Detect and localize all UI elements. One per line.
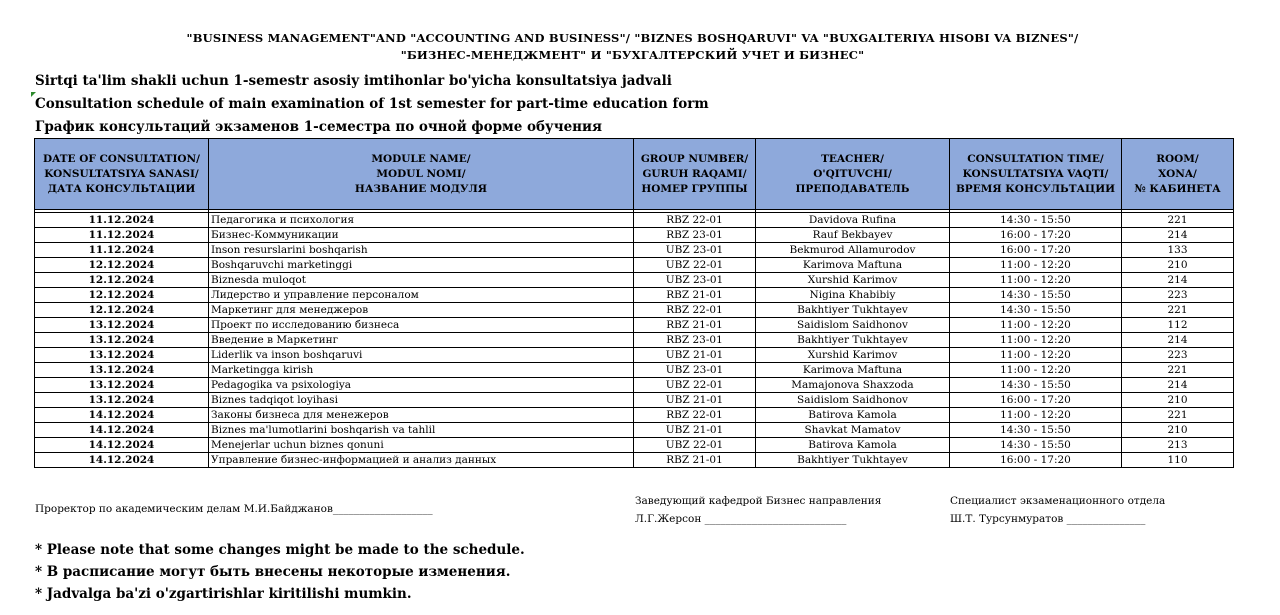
cell-teacher: Bakhtiyer Tukhtayev	[756, 303, 950, 318]
cell-module: Педагогика и психология	[209, 213, 634, 228]
cell-date: 14.12.2024	[35, 423, 209, 438]
table-row	[35, 423, 1234, 438]
cell-module: Biznes ma'lumotlarini boshqarish va tahlil	[209, 423, 634, 438]
cell-room: 214	[1122, 378, 1234, 393]
cell-time: 11:00 - 12:20	[950, 273, 1122, 288]
column-header-time-line: CONSULTATION TIME/	[967, 152, 1104, 165]
cell-group: RBZ 21-01	[634, 318, 756, 333]
cell-time: 14:30 - 15:50	[950, 213, 1122, 228]
cell-time: 11:00 - 12:20	[950, 333, 1122, 348]
cell-module: Inson resurslarini boshqarish	[209, 243, 634, 258]
cell-group: UBZ 22-01	[634, 378, 756, 393]
cell-module: Управление бизнес-информацией и анализ данных	[209, 453, 634, 468]
cell-room: 213	[1122, 438, 1234, 453]
table-row	[35, 453, 1234, 468]
cell-date: 11.12.2024	[35, 228, 209, 243]
cell-date: 14.12.2024	[35, 453, 209, 468]
exam-specialist-signature	[950, 492, 1165, 528]
column-header-time-line: ВРЕМЯ КОНСУЛЬТАЦИИ	[955, 182, 1116, 195]
cell-date: 14.12.2024	[35, 408, 209, 423]
column-header-module-line: MODULE NAME/	[371, 152, 471, 165]
document-title	[0, 30, 1265, 64]
cell-time: 16:00 - 17:20	[950, 228, 1122, 243]
column-header-group-line: GROUP NUMBER/	[640, 152, 749, 165]
cell-room: 210	[1122, 423, 1234, 438]
table-body	[35, 210, 1234, 468]
column-header-time	[950, 139, 1122, 210]
cell-date: 11.12.2024	[35, 213, 209, 228]
note-uzbek: * Jadvalga ba'zi o'zgartirishlar kiritilishi mumkin.	[35, 586, 412, 602]
cell-room: 210	[1122, 258, 1234, 273]
cell-module: Законы бизнеса для менежеров	[209, 408, 634, 423]
cell-date: 13.12.2024	[35, 363, 209, 378]
cell-time: 11:00 - 12:20	[950, 348, 1122, 363]
cell-group: RBZ 23-01	[634, 228, 756, 243]
cell-room: 221	[1122, 303, 1234, 318]
table-row	[35, 438, 1234, 453]
column-header-room-line: XONA/	[1158, 167, 1197, 180]
cell-room: 210	[1122, 393, 1234, 408]
column-header-time-line: KONSULTATSIYA VAQTI/	[962, 167, 1109, 180]
column-header-module	[209, 139, 634, 210]
department-head-name: Л.Г.Жерсон ___________________________	[635, 513, 847, 525]
cell-group: RBZ 22-01	[634, 303, 756, 318]
cell-group: RBZ 23-01	[634, 333, 756, 348]
cell-module: Biznes tadqiqot loyihasi	[209, 393, 634, 408]
column-header-date	[35, 139, 209, 210]
subtitle-uzbek: Sirtqi ta'lim shakli uchun 1-semestr asosiy imtihonlar bo'yicha konsultatsiya jadvali	[35, 73, 672, 89]
cell-group: UBZ 21-01	[634, 393, 756, 408]
column-header-teacher-line: TEACHER/	[821, 152, 884, 165]
cell-teacher: Saidislom Saidhonov	[756, 393, 950, 408]
table-header-row	[35, 139, 1234, 210]
cell-group: RBZ 21-01	[634, 288, 756, 303]
consultation-schedule-table	[34, 138, 1234, 468]
cell-group: RBZ 22-01	[634, 213, 756, 228]
table-row	[35, 318, 1234, 333]
table-row	[35, 213, 1234, 228]
cell-room: 223	[1122, 288, 1234, 303]
cell-teacher: Bekmurod Allamurodov	[756, 243, 950, 258]
column-header-room	[1122, 139, 1234, 210]
department-head-signature	[635, 492, 881, 528]
cell-group: UBZ 22-01	[634, 258, 756, 273]
cell-room: 223	[1122, 348, 1234, 363]
cell-time: 14:30 - 15:50	[950, 423, 1122, 438]
cell-teacher: Shavkat Mamatov	[756, 423, 950, 438]
cell-teacher: Nigina Khabibiy	[756, 288, 950, 303]
cell-module: Бизнес-Коммуникации	[209, 228, 634, 243]
note-english: * Please note that some changes might be made to the schedule.	[35, 542, 525, 558]
cell-teacher: Bakhtiyer Tukhtayev	[756, 453, 950, 468]
column-header-module-line: MODUL NOMI/	[376, 167, 466, 180]
cell-room: 214	[1122, 333, 1234, 348]
cell-room: 221	[1122, 363, 1234, 378]
cell-time: 14:30 - 15:50	[950, 288, 1122, 303]
department-head-title: Заведующий кафедрой Бизнес направления	[635, 495, 882, 507]
cell-teacher: Rauf Bekbayev	[756, 228, 950, 243]
cell-date: 11.12.2024	[35, 243, 209, 258]
exam-specialist-name: Ш.Т. Турсунмуратов _______________	[950, 513, 1146, 525]
cell-module: Marketingga kirish	[209, 363, 634, 378]
cell-group: UBZ 23-01	[634, 273, 756, 288]
table-row	[35, 243, 1234, 258]
cell-group: RBZ 21-01	[634, 453, 756, 468]
cell-teacher: Saidislom Saidhonov	[756, 318, 950, 333]
subtitle-english: Consultation schedule of main examination of 1st semester for part-time education form	[35, 96, 709, 112]
title-line-2: "БИЗНЕС-МЕНЕДЖМЕНТ" И "БУХГАЛТЕРСКИЙ УЧЕТ И БИЗНЕС"	[400, 48, 865, 62]
cell-time: 11:00 - 12:20	[950, 363, 1122, 378]
column-header-room-line: № КАБИНЕТА	[1134, 182, 1221, 195]
table-row	[35, 228, 1234, 243]
cell-teacher: Batirova Kamola	[756, 408, 950, 423]
cell-module: Boshqaruvchi marketinggi	[209, 258, 634, 273]
cell-date: 12.12.2024	[35, 288, 209, 303]
cell-teacher: Xurshid Karimov	[756, 273, 950, 288]
cell-module: Проект по исследованию бизнеса	[209, 318, 634, 333]
cell-time: 14:30 - 15:50	[950, 378, 1122, 393]
cell-teacher: Karimova Maftuna	[756, 258, 950, 273]
subtitle-russian: График консультаций экзаменов 1-семестра по очной форме обучения	[35, 119, 603, 135]
cell-teacher: Mamajonova Shaxzoda	[756, 378, 950, 393]
table-row	[35, 363, 1234, 378]
cell-module: Liderlik va inson boshqaruvi	[209, 348, 634, 363]
column-header-module-line: НАЗВАНИЕ МОДУЛЯ	[354, 182, 488, 195]
cell-group: UBZ 21-01	[634, 423, 756, 438]
cell-teacher: Batirova Kamola	[756, 438, 950, 453]
cell-room: 214	[1122, 273, 1234, 288]
table-row	[35, 288, 1234, 303]
table-row	[35, 258, 1234, 273]
cell-room: 133	[1122, 243, 1234, 258]
table-row	[35, 273, 1234, 288]
cell-module: Маркетинг для менеджеров	[209, 303, 634, 318]
exam-specialist-title: Специалист экзаменационного отдела	[950, 495, 1166, 507]
cell-time: 16:00 - 17:20	[950, 393, 1122, 408]
column-header-group-line: НОМЕР ГРУППЫ	[641, 182, 748, 195]
cell-time: 11:00 - 12:20	[950, 318, 1122, 333]
cell-date: 13.12.2024	[35, 318, 209, 333]
cell-teacher: Karimova Maftuna	[756, 363, 950, 378]
column-header-date-line: KONSULTATSIYA SANASI/	[44, 167, 199, 180]
prorector-signature: Проректор по академическим делам М.И.Байджанов___________________	[35, 503, 433, 515]
cell-room: 214	[1122, 228, 1234, 243]
cell-date: 13.12.2024	[35, 393, 209, 408]
column-header-room-line: ROOM/	[1156, 152, 1199, 165]
cell-module: Лидерство и управление персоналом	[209, 288, 634, 303]
cell-time: 14:30 - 15:50	[950, 438, 1122, 453]
cell-group: RBZ 22-01	[634, 408, 756, 423]
cell-time: 16:00 - 17:20	[950, 453, 1122, 468]
cell-time: 14:30 - 15:50	[950, 303, 1122, 318]
cell-teacher: Bakhtiyer Tukhtayev	[756, 333, 950, 348]
table-row	[35, 378, 1234, 393]
cell-date: 14.12.2024	[35, 438, 209, 453]
cell-room: 110	[1122, 453, 1234, 468]
cell-date: 13.12.2024	[35, 348, 209, 363]
table-row	[35, 333, 1234, 348]
cell-group: UBZ 22-01	[634, 438, 756, 453]
column-header-group-line: GURUH RAQAMI/	[642, 167, 747, 180]
cell-room: 221	[1122, 213, 1234, 228]
cell-group: UBZ 21-01	[634, 348, 756, 363]
cell-date: 12.12.2024	[35, 303, 209, 318]
column-header-teacher	[756, 139, 950, 210]
note-russian: * В расписание могут быть внесены некоторые изменения.	[35, 564, 511, 580]
cell-group: UBZ 23-01	[634, 363, 756, 378]
column-header-date-line: DATE OF CONSULTATION/	[43, 152, 200, 165]
column-header-group	[634, 139, 756, 210]
cell-room: 221	[1122, 408, 1234, 423]
table-row	[35, 348, 1234, 363]
cell-room: 112	[1122, 318, 1234, 333]
cell-time: 16:00 - 17:20	[950, 243, 1122, 258]
cell-time: 11:00 - 12:20	[950, 408, 1122, 423]
column-header-teacher-line: ПРЕПОДАВАТЕЛЬ	[795, 182, 910, 195]
cell-teacher: Xurshid Karimov	[756, 348, 950, 363]
column-header-teacher-line: O'QITUVCHI/	[813, 167, 892, 180]
cell-date: 12.12.2024	[35, 258, 209, 273]
cell-date: 12.12.2024	[35, 273, 209, 288]
table-row	[35, 393, 1234, 408]
cell-time: 11:00 - 12:20	[950, 258, 1122, 273]
cell-date: 13.12.2024	[35, 378, 209, 393]
cell-module: Pedagogika va psixologiya	[209, 378, 634, 393]
cell-module: Biznesda muloqot	[209, 273, 634, 288]
cell-teacher: Davidova Rufina	[756, 213, 950, 228]
table-row	[35, 408, 1234, 423]
title-line-1: "BUSINESS MANAGEMENT"AND "ACCOUNTING AND BUSINESS"/ "BIZNES BOSHQARUVI" VA "BUXGALTERIYA HISOBI VA BIZNES"/	[186, 31, 1079, 45]
cell-group: UBZ 23-01	[634, 243, 756, 258]
cell-module: Введение в Маркетинг	[209, 333, 634, 348]
cell-module: Menejerlar uchun biznes qonuni	[209, 438, 634, 453]
cell-date: 13.12.2024	[35, 333, 209, 348]
table-row	[35, 303, 1234, 318]
column-header-date-line: ДАТА КОНСУЛЬТАЦИИ	[47, 182, 196, 195]
